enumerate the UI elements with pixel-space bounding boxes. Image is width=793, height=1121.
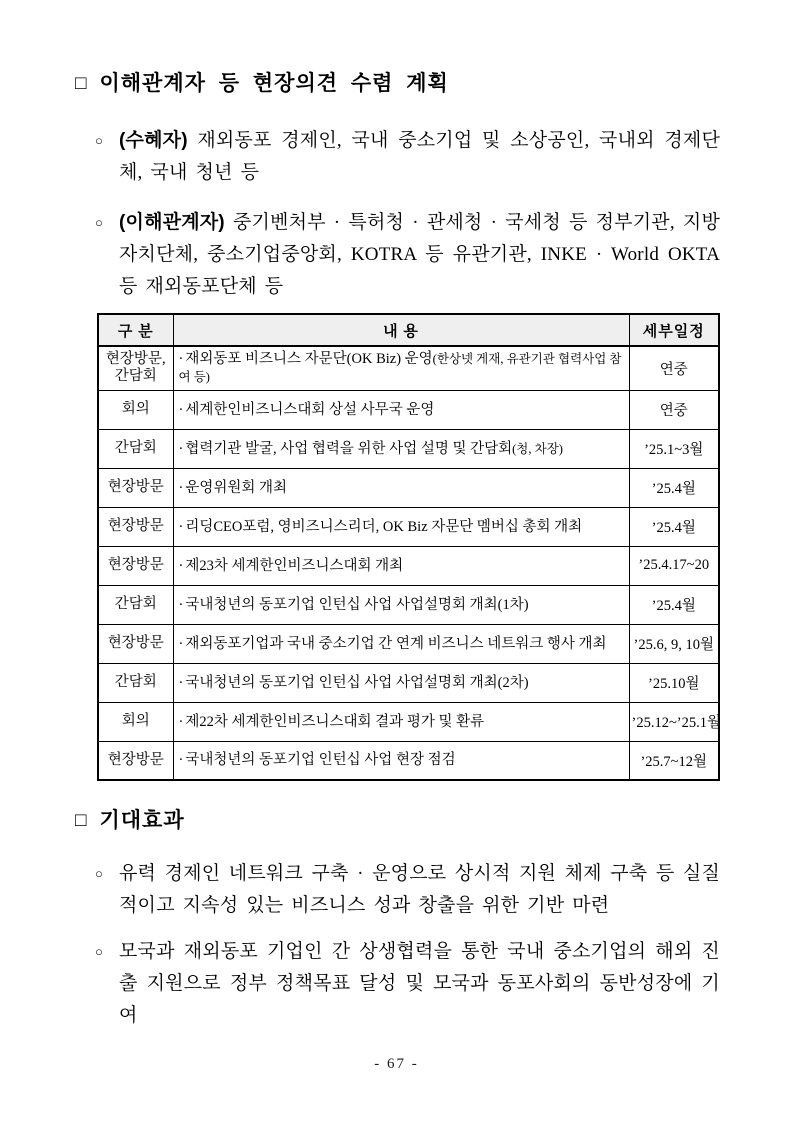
item-dot-icon: ·: [178, 752, 184, 769]
table-row: [98, 546, 719, 585]
cell-schedule: ’25.4월: [629, 507, 719, 546]
col-header-category: 구 분: [98, 314, 173, 346]
circle-bullet-icon: ○: [95, 133, 103, 148]
table-row: [98, 346, 719, 390]
bullet-beneficiary: [95, 125, 720, 189]
bullet-lead-bold: (이해관계자): [119, 212, 225, 233]
bullet-body-text: 중기벤처부 · 특허청 · 관세청 · 국세청 등 정부기관, 지방자치단체, 중소기업중앙회, KOTRA 등 유관기관, INKE · World OKTA 등 재외동포단체 등: [119, 212, 721, 297]
cell-content-note: (한상넷 게재, 유관기관 협력사업 참여 등): [178, 352, 622, 385]
table-row: [98, 468, 719, 507]
cell-schedule: ’25.7~12월: [629, 741, 719, 780]
schedule-table-header: [98, 314, 719, 346]
item-dot-icon: ·: [178, 557, 184, 574]
item-dot-icon: ·: [178, 674, 184, 691]
schedule-table-body: [98, 346, 722, 780]
bullet-effect2-text: [119, 936, 720, 1032]
table-row: [98, 624, 719, 663]
item-dot-icon: ·: [178, 401, 184, 418]
cell-content: · 재외동포기업과 국내 중소기업 간 연계 비즈니스 네트워크 행사 개최: [173, 624, 629, 663]
cell-category: 간담회: [98, 663, 173, 702]
cell-content: · 국내청년의 동포기업 인턴십 사업 사업설명회 개최(2차): [173, 663, 629, 702]
cell-category: 간담회: [98, 429, 173, 468]
table-row: [98, 390, 719, 429]
circle-bullet-icon: ○: [95, 866, 103, 881]
table-row: [98, 507, 719, 546]
cell-content: · 운영위원회 개최: [173, 468, 629, 507]
section1-heading: [75, 70, 720, 99]
cell-schedule: ’25.12~’25.1월: [629, 702, 719, 741]
cell-schedule: ’25.1~3월: [629, 429, 719, 468]
circle-bullet-icon: ○: [95, 944, 103, 959]
cell-category: 현장방문: [98, 624, 173, 663]
cell-content: · 세계한인비즈니스대회 상설 사무국 운영: [173, 390, 629, 429]
cell-content: · 재외동포 비즈니스 자문단(OK Biz) 운영(한상넷 게재, 유관기관 협력사업 참여 등): [173, 346, 629, 390]
section2-heading: [75, 807, 720, 836]
item-dot-icon: ·: [178, 518, 184, 535]
cell-content-note: (청, 차장): [512, 441, 563, 456]
cell-category: 현장방문: [98, 468, 173, 507]
table-row: [98, 741, 719, 780]
cell-category: 현장방문: [98, 507, 173, 546]
table-row: [98, 585, 719, 624]
square-bullet-icon: □: [75, 810, 88, 831]
table-row: [98, 702, 719, 741]
bullet-body-text: 모국과 재외동포 기업인 간 상생협력을 통한 국내 중소기업의 해외 진출 지원으로 정부 정책목표 달성 및 모국과 동포사회의 동반성장에 기여: [119, 941, 720, 1026]
bullet-stakeholder-text: [119, 207, 720, 303]
item-dot-icon: ·: [178, 440, 184, 457]
cell-schedule: ’25.4.17~20: [629, 546, 719, 585]
cell-category: 현장방문, 간담회: [98, 346, 173, 390]
bullet-body-text: 유력 경제인 네트워크 구축 · 운영으로 상시적 지원 체제 구축 등 실질적이고 지속성 있는 비즈니스 성과 창출을 위한 기반 마련: [119, 863, 720, 916]
cell-content: · 리딩CEO포럼, 영비즈니스리더, OK Biz 자문단 멤버십 총회 개최: [173, 507, 629, 546]
item-dot-icon: ·: [178, 635, 184, 652]
cell-content: · 협력기관 발굴, 사업 협력을 위한 사업 설명 및 간담회(청, 차장): [173, 429, 629, 468]
bullet-expected-effect-2: [95, 936, 720, 1032]
item-dot-icon: ·: [178, 351, 184, 368]
bullet-expected-effect-1: [95, 858, 720, 922]
cell-schedule: ’25.10월: [629, 663, 719, 702]
cell-category: 회의: [98, 390, 173, 429]
cell-category: 현장방문: [98, 546, 173, 585]
col-header-schedule: 세부일정: [629, 314, 719, 346]
table-row: [98, 429, 719, 468]
cell-category: 간담회: [98, 585, 173, 624]
cell-content: · 제23차 세계한인비즈니스대회 개최: [173, 546, 629, 585]
cell-category: 현장방문: [98, 741, 173, 780]
page-number: - 67 -: [374, 1056, 419, 1072]
square-bullet-icon: □: [75, 73, 88, 94]
item-dot-icon: ·: [178, 713, 184, 730]
section1-title: 이해관계자 등 현장의견 수렴 계획: [99, 72, 449, 95]
bullet-effect1-text: [119, 858, 720, 922]
circle-bullet-icon: ○: [95, 215, 103, 230]
cell-category: 회의: [98, 702, 173, 741]
bullet-stakeholder: [95, 207, 720, 303]
cell-schedule: ’25.4월: [629, 468, 719, 507]
section2-title: 기대효과: [99, 809, 185, 832]
cell-schedule: ’25.4월: [629, 585, 719, 624]
schedule-table: [97, 313, 720, 781]
cell-content: · 국내청년의 동포기업 인턴십 사업 사업설명회 개최(1차): [173, 585, 629, 624]
item-dot-icon: ·: [178, 596, 184, 613]
cell-content: · 국내청년의 동포기업 인턴십 사업 현장 점검: [173, 741, 629, 780]
cell-schedule: 연중: [629, 390, 719, 429]
bullet-lead-bold: (수혜자): [119, 130, 188, 151]
table-row: [98, 663, 719, 702]
bullet-beneficiary-text: [119, 125, 720, 189]
cell-schedule: 연중: [629, 346, 719, 390]
item-dot-icon: ·: [178, 479, 184, 496]
col-header-content: 내 용: [173, 314, 629, 346]
cell-schedule: ’25.6, 9, 10월: [629, 624, 719, 663]
cell-content: · 제22차 세계한인비즈니스대회 결과 평가 및 환류: [173, 702, 629, 741]
bullet-body-text: 재외동포 경제인, 국내 중소기업 및 소상공인, 국내외 경제단체, 국내 청년 등: [119, 130, 720, 183]
